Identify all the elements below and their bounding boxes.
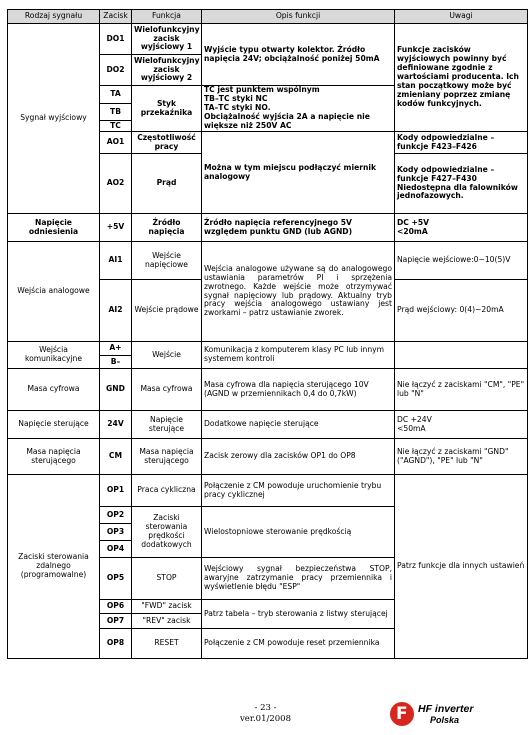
terminal-gnd: GND [100, 369, 132, 411]
function-cm: Masa napięcia sterującego [132, 439, 202, 475]
notes-do: Funkcje zacisków wyjściowych powinny być definiowane zgodnie z wartościami producenta. Ich stan początkowy może być zmieniany poprzez zmianę kodów funkcyjnych. [395, 24, 528, 132]
notes-gnd: Nie łączyć z zaciskami "CM", "PE" lub "N" [395, 369, 528, 411]
table-row [8, 439, 528, 475]
terminal-tb: TB [100, 104, 132, 121]
table-row [8, 24, 528, 55]
function-do2: Wielofunkcyjny zacisk wyjściowy 2 [132, 55, 202, 86]
page-number: - 23 - [254, 703, 277, 713]
terminal-op3: OP3 [100, 524, 132, 541]
terminal-do2: DO2 [100, 55, 132, 86]
header-description: Opis funkcji [202, 10, 395, 24]
function-do1: Wielofunkcyjny zacisk wyjściowy 1 [132, 24, 202, 55]
terminal-op2: OP2 [100, 507, 132, 524]
header-row [8, 10, 528, 24]
document-version: ver.01/2008 [240, 714, 291, 724]
header-group: Rodzaj sygnału [8, 10, 100, 24]
notes-control: Patrz funkcje dla innych ustawień [395, 475, 528, 659]
function-comm: Wejście [132, 342, 202, 369]
terminal-ai1: AI1 [100, 242, 132, 280]
terminal-op8: OP8 [100, 629, 132, 659]
group-reference: Napięcie odniesienia [8, 214, 100, 242]
terminal-a-plus: A+ [100, 342, 132, 356]
header-function: Funkcja [132, 10, 202, 24]
function-op5: STOP [132, 558, 202, 600]
logo-f-icon: F [390, 702, 414, 726]
description-do: Wyjście typu otwarty kolektor. Źródło napięcia 24V; obciążalność poniżej 50mA [202, 24, 395, 86]
group-output: Sygnał wyjściowy [8, 24, 100, 214]
function-relay: Styk przekaźnika [132, 86, 202, 132]
notes-ao1: Kody odpowiedzialne – funkcje F423–F426 [395, 132, 528, 154]
function-op24: Zaciski sterowania prędkości dodatkowych [132, 507, 202, 558]
logo-line-2: Polska [430, 715, 460, 725]
terminal-op7: OP7 [100, 614, 132, 629]
function-op6: "FWD" zacisk [132, 600, 202, 614]
description-comm: Komunikacja z komputerem klasy PC lub innym systemem kontroli [202, 342, 395, 369]
notes-24v: DC +24V <50mA [395, 411, 528, 439]
description-op1: Połączenie z CM powoduje uruchomienie trybu pracy cyklicznej [202, 475, 395, 507]
terminal-op1: OP1 [100, 475, 132, 507]
table-row [8, 475, 528, 507]
terminal-op6: OP6 [100, 600, 132, 614]
terminal-cm: CM [100, 439, 132, 475]
terminal-do1: DO1 [100, 24, 132, 55]
terminal-b-minus: B– [100, 356, 132, 369]
notes-ao2: Kody odpowiedzialne – funkcje F427–F430 Niedostępna dla falowników jednofazowych. [395, 154, 528, 214]
group-24v: Napięcie sterujące [8, 411, 100, 439]
description-op8: Połączenie z CM powoduje reset przemiennika [202, 629, 395, 659]
function-ao2: Prąd [132, 154, 202, 214]
function-ai1: Wejście napięciowe [132, 242, 202, 280]
notes-reference: DC +5V <20mA [395, 214, 528, 242]
description-relay: TC jest punktem wspólnym TB–TC styki NC TA–TC styki NO. Obciążalność wyjścia 2A a napięcie nie większe niż 250V AC [202, 86, 395, 132]
company-logo [390, 700, 510, 728]
terminal-ao2: AO2 [100, 154, 132, 214]
description-ao: Można w tym miejscu podłączyć miernik analogowy [202, 132, 395, 214]
description-op67: Patrz tabela – tryb sterowania z listwy sterującej [202, 600, 395, 629]
header-notes: Uwagi [395, 10, 528, 24]
notes-comm [395, 342, 528, 369]
table-row [8, 214, 528, 242]
description-gnd: Masa cyfrowa dla napięcia sterującego 10V (AGND w przemiennikach 0,4 do 0,7kW) [202, 369, 395, 411]
table-row [8, 369, 528, 411]
description-op24: Wielostopniowe sterowanie prędkością [202, 507, 395, 558]
group-control: Zaciski sterowania zdalnego (programowalne) [8, 475, 100, 659]
function-24v: Napięcie sterujące [132, 411, 202, 439]
description-analog: Wejścia analogowe używane są do analogowego ustawiania parametrów PI i sprzężenia zwrotnego. Każde wejście może otrzymywać sygnał napięciowy lub prądowy. Aktualny tryb pracy wejścia analogowego ustawiany jest zworkami – patrz ustawianie zworek. [202, 242, 395, 342]
terminal-tc: TC [100, 121, 132, 132]
group-comm: Wejścia komunikacyjne [8, 342, 100, 369]
header-terminal: Zacisk [100, 10, 132, 24]
function-ai2: Wejście prądowe [132, 280, 202, 342]
logo-line-1: HF inverter [418, 703, 474, 715]
table-row [8, 242, 528, 280]
function-reference: Źródło napięcia [132, 214, 202, 242]
terminal-ta: TA [100, 86, 132, 104]
description-op5: Wejściowy sygnał bezpieczeństwa STOP, awaryjne zatrzymanie pracy przemiennika i wyświetlenie błędu "ESP" [202, 558, 395, 600]
table-row [8, 342, 528, 356]
notes-ai1: Napięcie wejściowe:0~10(5)V [395, 242, 528, 280]
function-op7: "REV" zacisk [132, 614, 202, 629]
group-analog: Wejścia analogowe [8, 242, 100, 342]
notes-ai2: Prąd wejściowy: 0(4)~20mA [395, 280, 528, 342]
terminal-ai2: AI2 [100, 280, 132, 342]
terminal-spec-table [7, 9, 528, 659]
function-op8: RESET [132, 629, 202, 659]
function-ao1: Częstotliwość pracy [132, 132, 202, 154]
terminal-5v: +5V [100, 214, 132, 242]
description-24v: Dodatkowe napięcie sterujące [202, 411, 395, 439]
function-gnd: Masa cyfrowa [132, 369, 202, 411]
table-row [8, 411, 528, 439]
group-gnd: Masa cyfrowa [8, 369, 100, 411]
terminal-ao1: AO1 [100, 132, 132, 154]
terminal-op5: OP5 [100, 558, 132, 600]
description-cm: Zacisk zerowy dla zacisków OP1 do OP8 [202, 439, 395, 475]
notes-cm: Nie łączyć z zaciskami "GND" ("AGND"), "PE" lub "N" [395, 439, 528, 475]
group-cm: Masa napięcia sterującego [8, 439, 100, 475]
terminal-op4: OP4 [100, 541, 132, 558]
function-op1: Praca cykliczna [132, 475, 202, 507]
terminal-24v: 24V [100, 411, 132, 439]
description-reference: Źródło napięcia referencyjnego 5V względem punktu GND (lub AGND) [202, 214, 395, 242]
